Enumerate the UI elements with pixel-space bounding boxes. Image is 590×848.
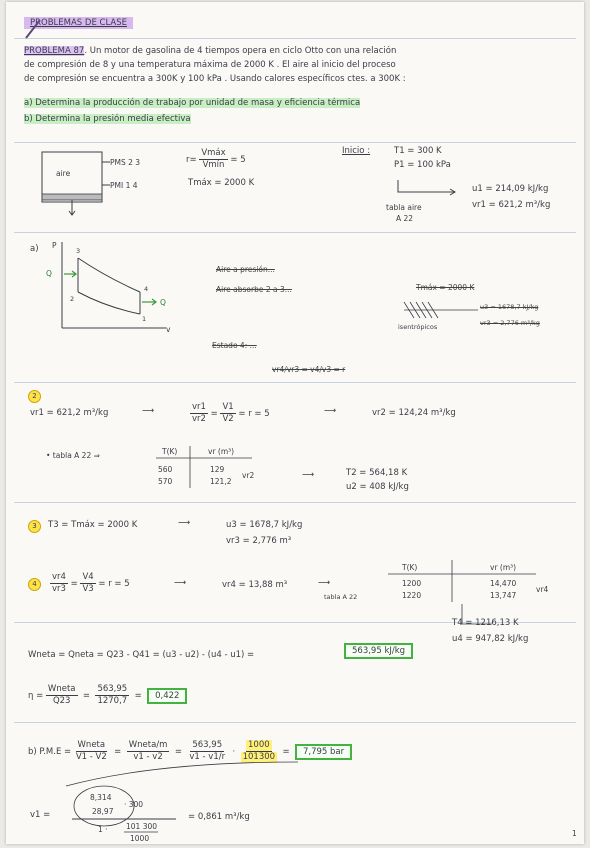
struck-note-3: Tmáx = 2000 K [416,283,475,292]
axis-p-label: P [52,241,57,250]
arrow-icon: ⟶ [324,406,337,416]
step4-r2-vr: 13,747 [490,591,517,600]
eta-num: Wneta [47,684,76,694]
isentropic-label: isentrópicos [398,323,438,331]
step2-col-vr: vr (m³) [208,447,235,456]
step2-ratio-den: vr2 [192,414,206,424]
pme-den-3: v1 - v1/r [189,752,226,762]
vr1-value: vr1 = 621,2 m³/kg [472,200,551,210]
tmax-value: Tmáx = 2000 K [188,178,255,188]
eta-den-2: 1270,7 [97,696,128,706]
arrow-icon: ⟶ [318,578,331,588]
step4-r2-t: 1220 [402,591,422,600]
conv-num: 1000 [248,740,270,750]
diagram-part-label: a) [30,244,39,254]
step2-r: = r = 5 [238,409,270,419]
point-1: 1 [142,315,147,323]
fraction-bar [6,2,584,844]
step2-r2-t: 570 [158,477,173,486]
pms-label: PMS 2 3 [110,158,141,167]
struck-note-2: Aire absorbe 2 a 3... [216,285,292,294]
pme-result: 7,795 bar [295,744,352,760]
step2-v-num: V1 [222,402,234,412]
pme-den-2: v1 - v2 [133,752,163,762]
part-a-text: a) Determina la producción de trabajo por unidad de masa y eficiencia térmica [24,98,361,108]
step-3-marker: 3 [28,520,41,533]
q-out-label: Q [160,298,166,307]
tabla-number: A 22 [396,214,414,223]
step4-u4: u4 = 947,82 kJ/kg [452,634,529,644]
step3-t3: T3 = Tmáx = 2000 K [48,520,138,530]
pmi-label: PMI 1 4 [110,181,138,190]
step4-r: = r = 5 [98,579,130,589]
t1-value: T1 = 300 K [394,146,442,156]
axis-v-label: v [166,325,171,334]
pme-label: b) P.M.E = [28,747,72,757]
step3-u3: u3 = 1678,7 kJ/kg [226,520,303,530]
point-3: 3 [76,247,81,255]
step2-u2: u2 = 408 kJ/kg [346,482,409,492]
eta-num-2: 563,95 [97,684,128,694]
step4-col-vr: vr (m³) [490,563,517,572]
step4-r1-vr: 14,470 [490,579,517,588]
step2-vr2: vr2 = 124,24 m³/kg [372,408,456,418]
step3-vr3: vr3 = 2,776 m³ [226,536,292,546]
step4-ratio-num: vr4 [52,572,66,582]
q-in-label: Q [46,269,52,278]
pme-num-2: Wneta/m [128,740,168,750]
conv-den: 101300 [242,752,276,762]
u1-value: u1 = 214,09 kJ/kg [472,184,549,194]
step-4-marker: 4 [28,578,41,591]
step2-vr2-tag: vr2 [242,471,255,480]
step4-r1-t: 1200 [402,579,422,588]
step4-vr4-tag: vr4 [536,585,549,594]
step2-r2-vr: 121,2 [210,477,232,486]
arrow-icon: ⟶ [174,578,187,588]
v1-num-b: 28,97 [92,807,114,816]
problem-line-1: . Un motor de gasolina de 4 tiempos opera en ciclo Otto con una relación [84,46,397,56]
r-denominator: Vmín [202,160,225,170]
tabla-label: tabla aire [386,203,422,212]
eta-den: Q23 [52,696,71,706]
r-label: r= [186,155,197,165]
v1-num-c: · 300 [124,800,144,809]
step4-col-t: T(K) [402,563,418,572]
arrow-icon: ⟶ [302,470,315,480]
problem-label: PROBLEMA 87 [24,46,85,56]
step2-tabla: • tabla A 22 ⇒ [46,451,100,460]
notebook-page: PROBLEMAS DE CLASE PROBLEMA 87. Un motor de gasolina de 4 tiempos opera en ciclo Otto con una relación de compresión de 8 y una temperatura máxima de 2000 K . El aire al inicio del proceso de compresión se encuentra a 300K y 100 kPa . Usando calores específicos ctes. a 300K : a) Determina la producción de trabajo por unidad de masa y eficiencia térmica b) Determina la presión media efectiva aire PMS 2 3 PMI 1 4 r= $\frac{\text{Vmáx}}{\text{Vmín}}$ = 5 Tmáx = 2000 K Inicio : T1 = 300 K P1 = 100 kPa u1 = 214,09 kJ/kg vr1 = 621,2 m³/kg tabla aire A 22 a) P v 3 2 4 1 Q Q Aire a presión... Aire absorbe 2 a 3... Tmáx = 2000 K isentrópicos u3 = 1678,7 kJ/kg vr3 = 2,776 m³/kg Estado 4: ... vr4/vr3 = v4/v3 = r 2 vr1 = 621,2 m³/kg ⟶ $\frac{vr1}{vr2}$ = $\frac{V1}{V2}$ = r = 5 ⟶ vr2 = 124,24 m³/kg • tabla A 22 ⇒ T(K) vr (m³) 560 129 570 121,2 vr2 ⟶ T2 = 564,18 K u2 = 408 kJ/kg 3 T3 = Tmáx = 2000 K ⟶ u3 = 1678,7 kJ/kg vr3 = 2,776 m³ 4 $\frac{vr4}{vr3}$ = $\frac{V4}{V3}$ = r = 5 ⟶ vr4 = 13,88 m³ ⟶ tabla A 22 T(K) vr (m³) 1200 14,470 1220 13,747 vr4 T4 = 1216,13 K u4 = 947,82 kJ/kg Wneta = Qneta = Q23 - Q41 = (u3 - u2) - (u4 - u1) = 563,95 kJ/kg η = $\frac{\text{Wneta}}{Q23}$ = $\frac{563,95}{1270,7}$ = 0,422 b) P.M.E = $\frac{\text{Wneta}}{V1 - V2}$ = $\frac{\text{Wneta/m}}{v1 - v2}$ = $\frac{563,95}{v1 - v1/r}$ · $\frac{1000}{101300}$ = 7,795 bar v1 = 8,314 28,97 · 300 1 · 101 300 1000 = 0,861 m³/kg 1 [6,2,584,844]
step2-vr1: vr1 = 621,2 m³/kg [30,408,109,418]
ratio-struck: vr4/vr3 = v4/v3 = r [272,365,346,374]
wneta-result: 563,95 kJ/kg [344,643,413,659]
step4-t4: T4 = 1216,13 K [452,618,519,628]
struck-note-4: Estado 4: ... [212,341,257,350]
r-numerator: Vmáx [201,148,226,158]
v1-den-b: 101 300 [126,822,158,831]
vr3-struck: vr3 = 2,776 m³/kg [480,319,540,327]
v1-den-c: 1000 [130,834,150,843]
eta-result: 0,422 [147,688,187,704]
step4-v-num: V4 [82,572,94,582]
step4-tabla: tabla A 22 [324,593,358,601]
problem-line-3: de compresión se encuentra a 300K y 100 kPa . Usando calores específicos ctes. a 300K : [24,74,406,84]
page-number: 1 [572,829,577,838]
part-b-text: b) Determina la presión media efectiva [24,114,191,124]
pme-num-3: 563,95 [192,740,223,750]
inicio-label: Inicio : [342,146,371,156]
problem-line-2: de compresión de 8 y una temperatura máxima de 2000 K . El aire al inicio del proceso [24,60,396,70]
v1-num-a: 8,314 [90,793,112,802]
v1-den-a: 1 · [98,825,108,834]
step2-v-den: V2 [222,414,234,424]
r-value: = 5 [230,155,246,165]
point-4: 4 [144,285,149,293]
step4-ratio-den: vr3 [52,584,66,594]
arrow-icon: ⟶ [142,406,155,416]
step2-r1-t: 560 [158,465,173,474]
pme-den: V1 - V2 [75,752,107,762]
page-title: PROBLEMAS DE CLASE [24,17,133,29]
p1-value: P1 = 100 kPa [394,160,451,170]
step4-v-den: V3 [82,584,94,594]
arrow-icon: ⟶ [178,518,191,528]
piston-label: aire [56,169,71,178]
step4-vr4: vr4 = 13,88 m³ [222,580,288,590]
step2-col-t: T(K) [162,447,178,456]
eta-label: η = [28,691,44,701]
step2-t2: T2 = 564,18 K [346,468,408,478]
step2-ratio-num: vr1 [192,402,206,412]
pme-num: Wneta [77,740,106,750]
struck-note-1: Aire a presión... [216,265,275,274]
u3-struck: u3 = 1678,7 kJ/kg [480,303,539,311]
point-2: 2 [70,295,75,303]
v1-result: = 0,861 m³/kg [188,812,250,822]
v1-label: v1 = [30,810,51,820]
wneta-equation: Wneta = Qneta = Q23 - Q41 = (u3 - u2) - (u4 - u1) = [28,650,255,660]
step-2-marker: 2 [28,390,41,403]
step2-r1-vr: 129 [210,465,225,474]
